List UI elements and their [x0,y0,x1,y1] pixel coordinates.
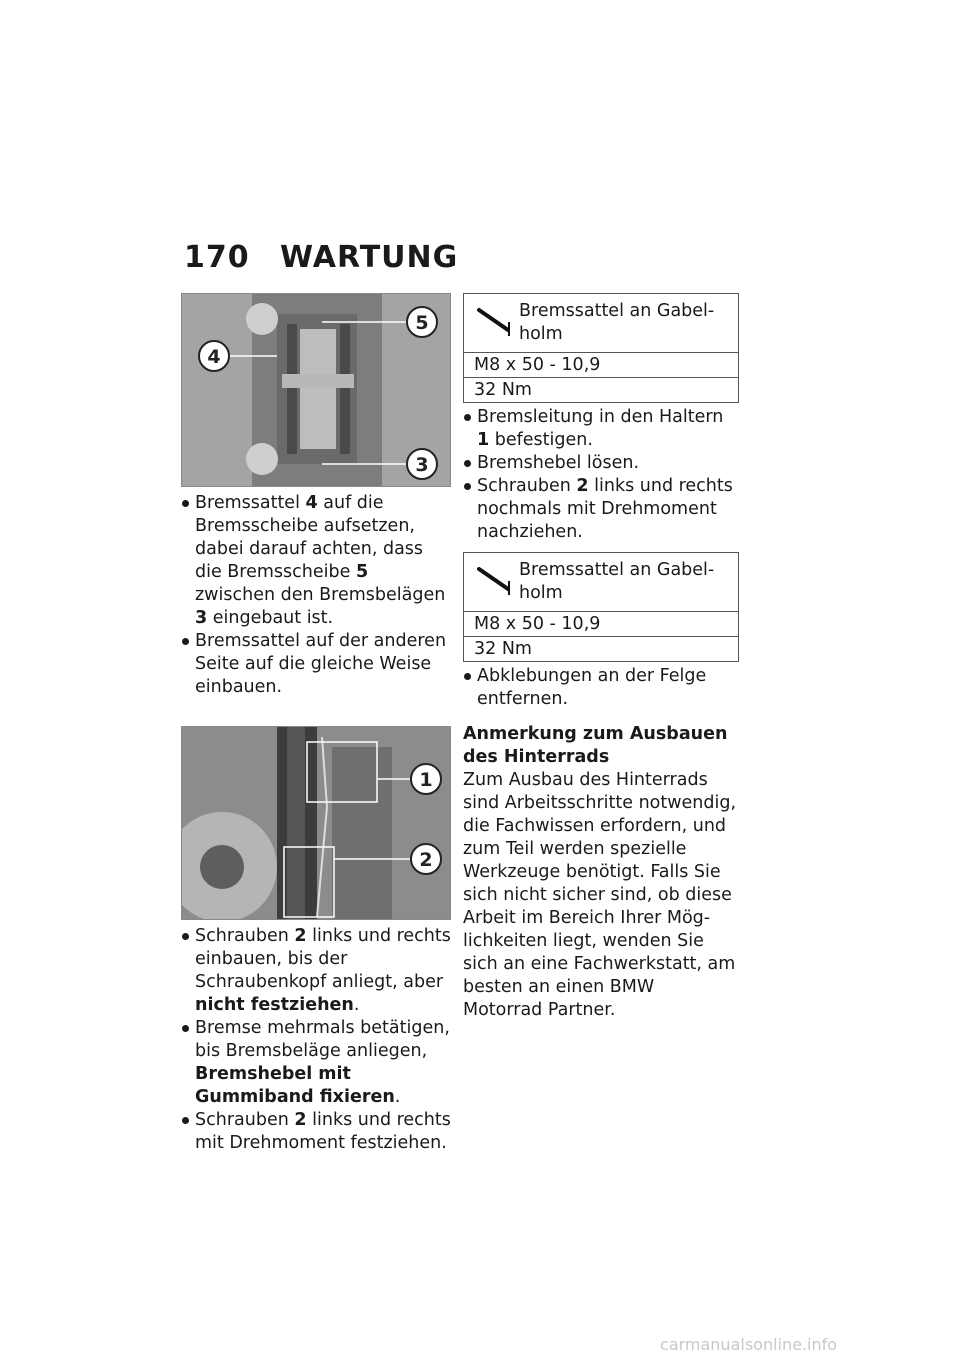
spec-torque: 32 Nm [464,377,738,402]
step-list [463,665,739,711]
bullet-icon [182,1025,189,1032]
callout-2: 2 [419,849,433,871]
callout-3: 3 [415,454,429,476]
list-item: Abklebungen an der Felge entfernen. [463,665,739,711]
list-item: Schrauben 2 links und rechts einbauen, bis der Schraubenkopf anliegt, aber nicht festziehen. [181,925,451,1017]
brake-line-figure [181,726,451,920]
list-item: Bremssattel auf der anderen Seite auf die gleiche Weise einbauen. [181,630,451,699]
bullet-icon [182,500,189,507]
right-column [463,293,739,1022]
torque-spec-header [464,553,738,612]
page-header [184,240,458,275]
callout-1: 1 [419,769,433,791]
callout-5: 5 [415,312,429,334]
bullet-icon [464,414,471,421]
torque-spec-table [463,293,739,403]
list-item: Bremsleitung in den Haltern 1 befestigen. [463,406,739,452]
bullet-icon [182,638,189,645]
section-title: WARTUNG [280,240,459,275]
spec-screw: M8 x 50 - 10,9 [474,355,601,375]
watermark: carmanualsonline.info [660,1335,838,1354]
spec-component: Bremssattel an Gabelholm [519,560,715,603]
brake-caliper-figure [181,293,451,487]
list-item: Bremse mehrmals betätigen, bis Bremsbeläge anliegen, Bremshebel mit Gummiband fixieren. [181,1017,451,1109]
note-heading: Anmerkung zum Ausbauen des Hinterrads [463,724,728,767]
list-item: Schrauben 2 links und rechts nochmals mit Drehmoment nachziehen. [463,475,739,544]
bullet-icon [182,933,189,940]
callout-4: 4 [207,346,221,368]
bullet-icon [464,673,471,680]
front-fork-illustration [182,727,450,919]
bullet-icon [464,460,471,467]
bullet-icon [182,1117,189,1124]
spec-torque: 32 Nm [464,636,738,661]
torque-spec-table [463,552,739,662]
step-list [181,492,451,699]
list-item: Schrauben 2 links und rechts mit Drehmoment festziehen. [181,1109,451,1155]
list-item: Bremssattel 4 auf die Bremsscheibe aufsetzen, dabei darauf achten, dass die Bremsscheibe 5 zwischen den Bremsbelägen 3 eingebaut ist. [181,492,451,630]
step-list [463,406,739,544]
spec-component: Bremssattel an Gabelholm [519,301,715,344]
step-list [181,925,451,1155]
bullet-icon [464,483,471,490]
torque-spec-header [464,294,738,353]
torque-wrench-icon [476,563,512,597]
note-text: Zum Ausbau des Hinterrads sind Arbeitsschritte notwendig, die Fachwissen erfordern, und zum Teil werden spezielle Werkzeuge benötigt. Falls Sie sich nicht sicher sind, ob diese Arbeit im Bereich Ihrer Möglichkeiten liegt, wenden Sie sich an eine Fachwerkstatt, am besten an einen BMW Motorrad Partner. [463,770,737,1020]
page-number: 170 [184,240,250,275]
brake-caliper-illustration [182,294,450,486]
list-item: Bremshebel lösen. [463,452,739,475]
spec-screw: M8 x 50 - 10,9 [474,614,601,634]
torque-wrench-icon [476,304,512,338]
left-column [181,293,451,1155]
